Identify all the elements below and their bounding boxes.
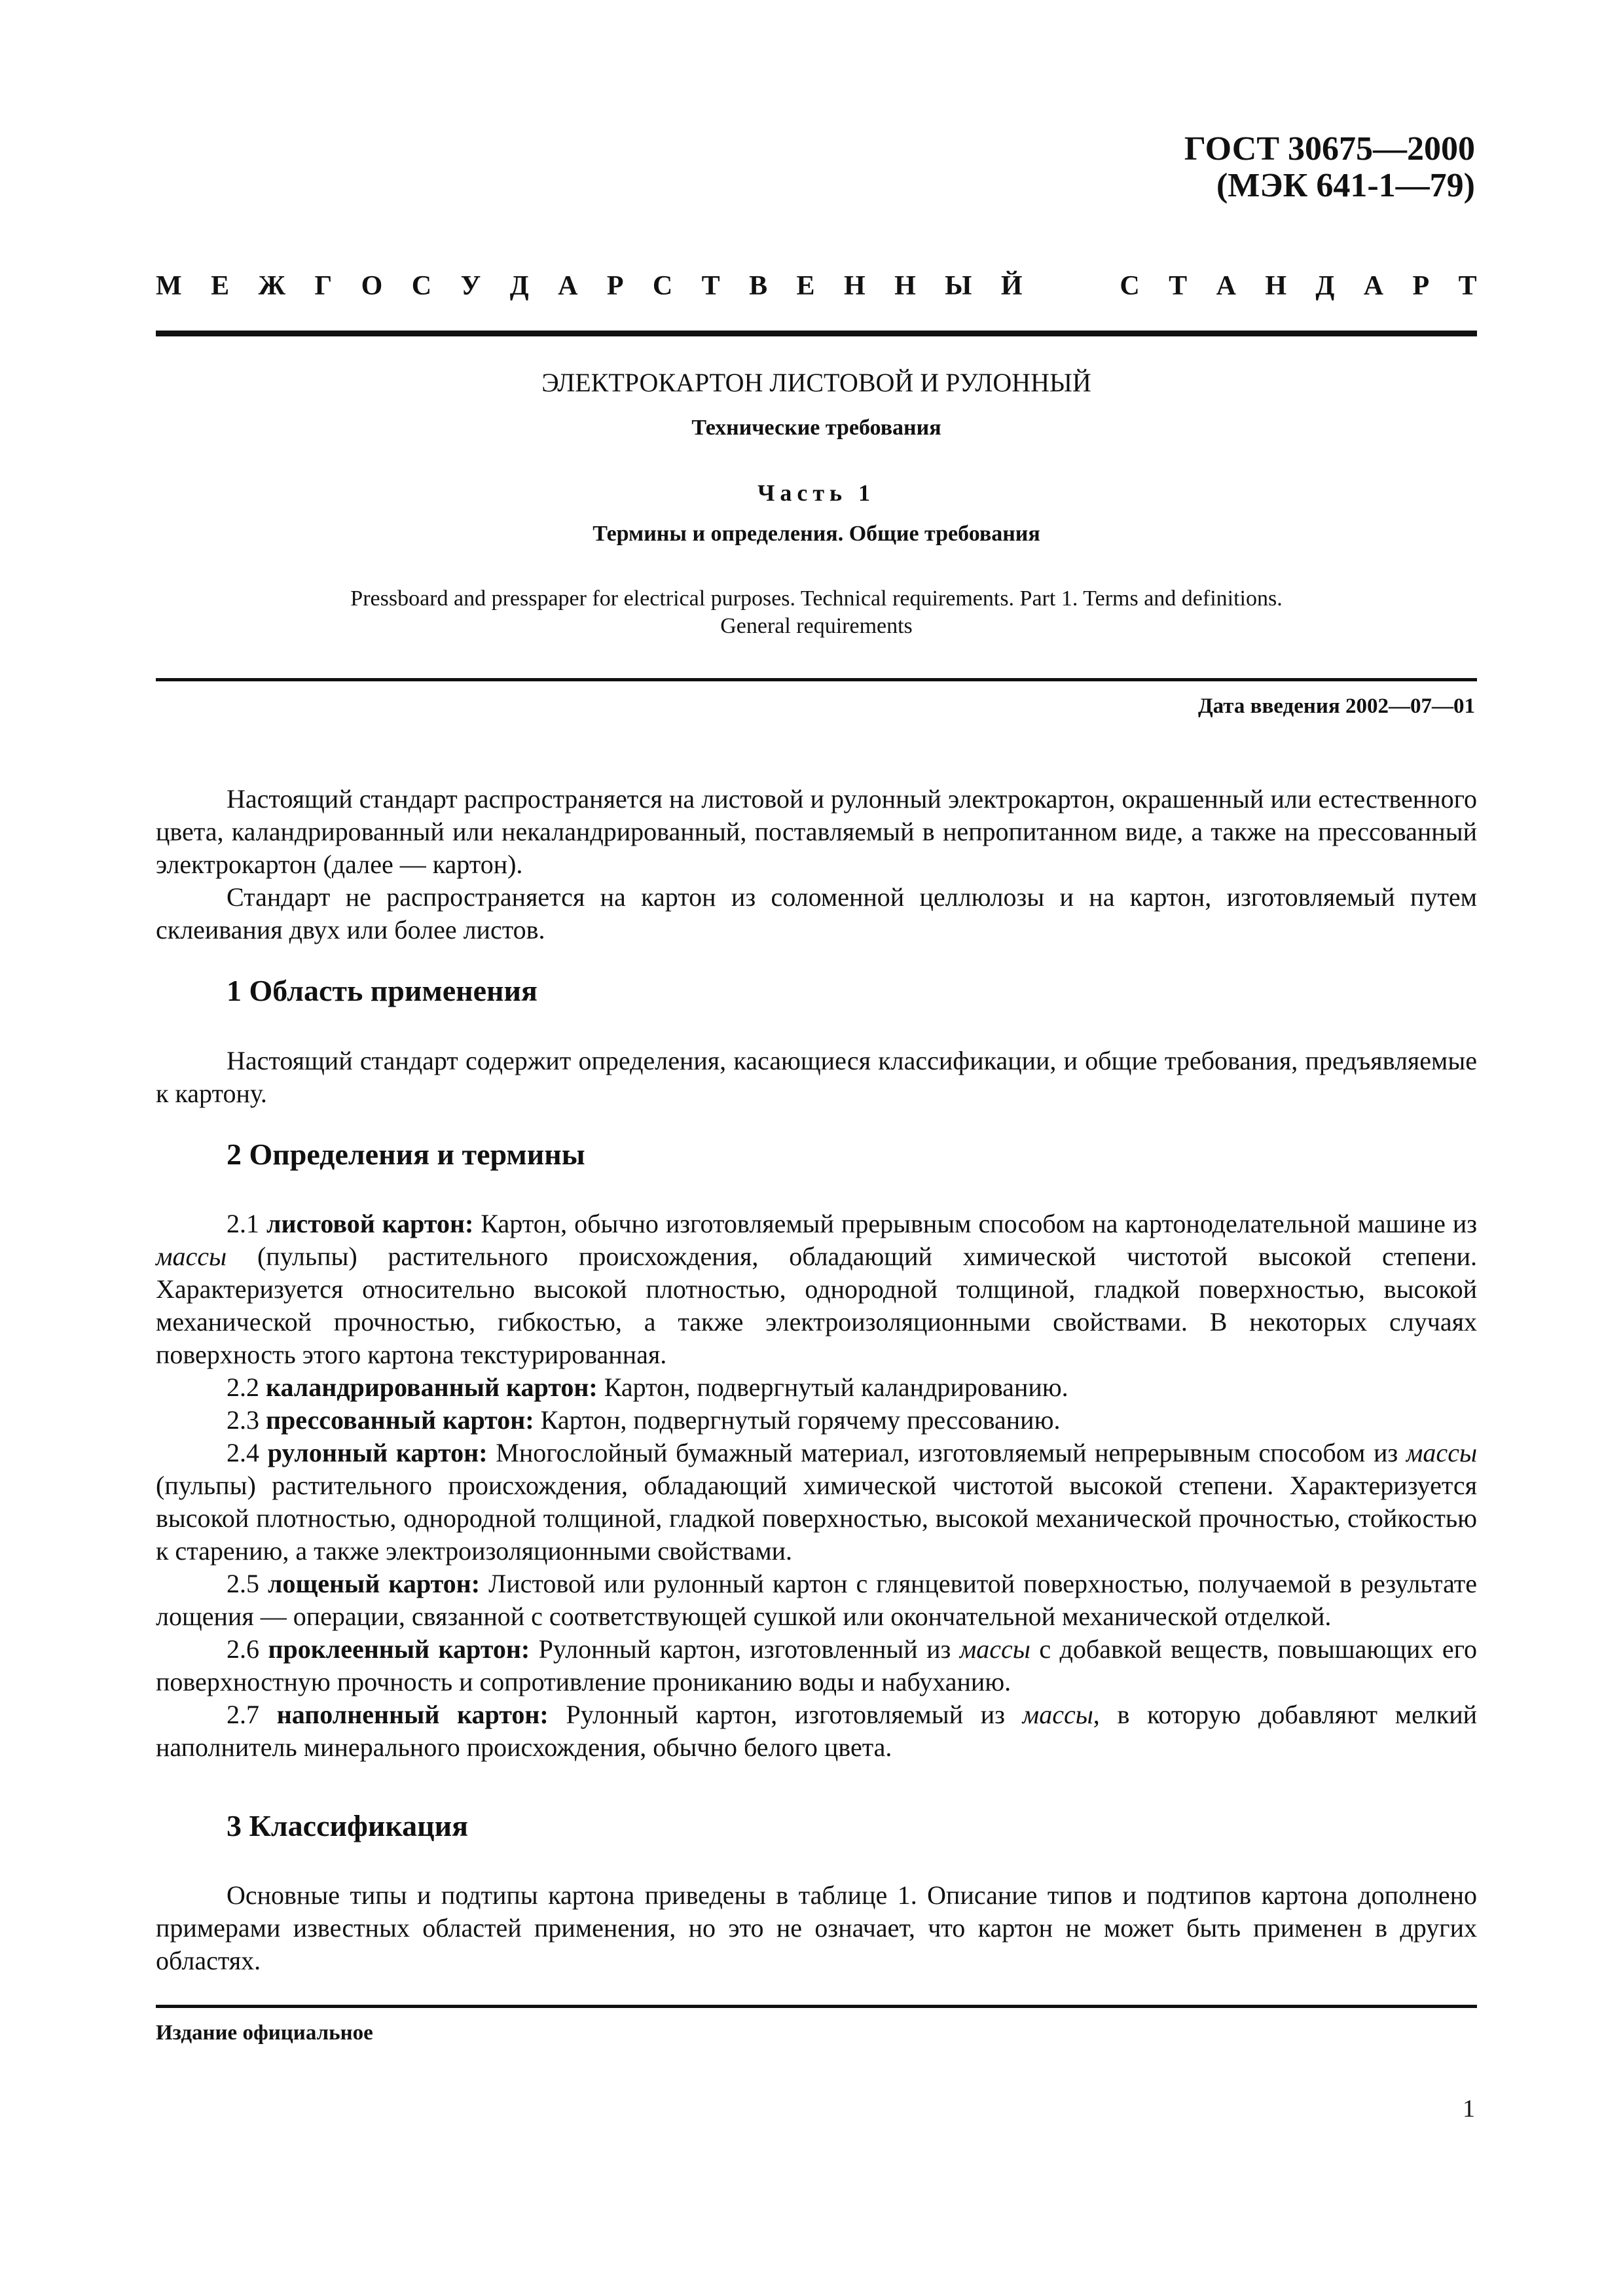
definition-item (156, 1633, 1477, 1698)
page-number: 1 (1463, 2095, 1475, 2123)
banner-letter: Н (843, 271, 866, 301)
definition-italic: массы (156, 1242, 227, 1271)
definition-text: Рулонный картон, изготовленный из (538, 1634, 951, 1664)
banner-letter: С (652, 271, 673, 301)
banner-letter: Й (1000, 271, 1023, 301)
definition-term: листовой картон: (266, 1209, 474, 1238)
banner-letter: Т (701, 271, 720, 301)
introduction-date: Дата введения 2002—07—01 (1197, 694, 1475, 718)
banner-letter: Р (1412, 271, 1430, 301)
definition-text: Картон, обычно изготовляемый прерывным способом на картоноделательной машине из (481, 1209, 1478, 1238)
definition-item (156, 1568, 1477, 1633)
iec-number: (МЭК 641-1—79) (1216, 167, 1475, 204)
part-title: Термины и определения. Общие требования (593, 522, 1040, 546)
banner-letter: У (460, 271, 481, 301)
banner-letter: О (361, 271, 383, 301)
part-label: Часть 1 (757, 480, 876, 506)
edition-label: Издание официальное (156, 2021, 373, 2045)
banner-letter: Р (606, 271, 624, 301)
definition-italic: массы (1022, 1700, 1093, 1729)
definitions-list (156, 1208, 1477, 1764)
definition-item (156, 1698, 1477, 1764)
banner-letter: Т (1169, 271, 1188, 301)
definition-term: лощеный картон: (268, 1569, 481, 1598)
banner-letter: Д (509, 271, 529, 301)
gost-number: ГОСТ 30675—2000 (1184, 130, 1475, 168)
document-title: ЭЛЕКТРОКАРТОН ЛИСТОВОЙ И РУЛОННЫЙ (541, 368, 1091, 397)
interstate-standard-banner (156, 270, 1477, 302)
definition-text: (пульпы) растительного происхождения, обладающий химической чистотой высокой степени. Характеризуется высокой плотностью, однородной толщиной, гладкой поверхностью, высокой механической прочностью, стойкостью к старению, а также электроизоляционными свойствами. (156, 1471, 1477, 1566)
banner-letter: С (1120, 271, 1140, 301)
definition-term: каландрированный картон: (266, 1372, 598, 1402)
section-heading: 2 Определения и термины (227, 1138, 585, 1171)
section-heading: 1 Область применения (227, 974, 538, 1007)
banner-letter: С (411, 271, 432, 301)
document-number (1184, 131, 1475, 204)
banner-letter: А (1363, 271, 1384, 301)
banner-letter: А (1216, 271, 1236, 301)
definition-number: 2.6 (227, 1634, 259, 1664)
banner-letter: М (156, 271, 182, 301)
definition-term: прессованный картон: (266, 1405, 534, 1435)
definition-item (156, 1371, 1477, 1404)
section-paragraph: Основные типы и подтипы картона приведены в таблице 1. Описание типов и подтипов картона дополнено примерами известных областей применения, но это не означает, что картон не может быть применен в других областях. (156, 1880, 1477, 1975)
definition-italic: массы (1406, 1438, 1478, 1467)
definition-text: Картон, подвергнутый горячему прессованию. (540, 1405, 1061, 1435)
banner-letter: Д (1315, 271, 1335, 301)
definition-italic: массы (959, 1634, 1030, 1664)
document-subtitle: Технические требования (691, 416, 941, 440)
banner-letter: А (558, 271, 578, 301)
english-title-line: Pressboard and presspaper for electrical purposes. Technical requirements. Part 1. Terms and definitions. (350, 586, 1283, 611)
definition-number: 2.4 (227, 1438, 259, 1467)
banner-letter: Т (1458, 271, 1477, 301)
section-heading: 3 Классификация (227, 1809, 469, 1842)
definition-item (156, 1404, 1477, 1437)
banner-letter: Н (894, 271, 916, 301)
english-title-line: General requirements (720, 614, 913, 638)
english-title (156, 585, 1477, 640)
intro-paragraph: Стандарт не распространяется на картон из соломенной целлюлозы и на картон, изготовляемый путем склеивания двух или более листов. (156, 882, 1477, 944)
definition-text: с добавкой веществ, повышающих его поверхностную прочность и сопротивление прониканию воды и набуханию. (156, 1634, 1478, 1696)
definition-text: Многослойный бумажный материал, изготовляемый непрерывным способом из (496, 1438, 1398, 1467)
section-paragraph: Настоящий стандарт содержит определения, касающиеся классификации, и общие требования, предъявляемые к картону. (156, 1046, 1477, 1108)
intro-paragraph: Настоящий стандарт распространяется на листовой и рулонный электрокартон, окрашенный или естественного цвета, каландрированный или некаландрированный, поставляемый в непропитанном виде, а также на прессованный электрокартон (далее — картон). (156, 784, 1477, 879)
definition-term: проклеенный картон: (268, 1634, 530, 1664)
definition-number: 2.2 (227, 1372, 259, 1402)
definition-item (156, 1437, 1477, 1568)
banner-gap (1051, 270, 1091, 302)
definition-number: 2.5 (227, 1569, 259, 1598)
definition-number: 2.3 (227, 1405, 259, 1435)
title-divider (156, 678, 1477, 681)
definition-text: Рулонный картон, изготовляемый из (566, 1700, 1005, 1729)
footer-divider (156, 2005, 1477, 2008)
header-divider (156, 331, 1477, 336)
definition-text: , в которую добавляют мелкий наполнитель минерального происхождения, обычно белого цвета. (156, 1700, 1478, 1762)
definition-term: наполненный картон: (276, 1700, 549, 1729)
banner-letter: Г (314, 271, 333, 301)
definition-text: Листовой или рулонный картон с глянцевитой поверхностью, получаемой в результате лощения — операции, связанной с соответствующей сушкой или окончательной механической отделкой. (156, 1569, 1478, 1631)
definition-number: 2.1 (227, 1209, 259, 1238)
definition-text: Картон, подвергнутый каландрированию. (604, 1372, 1068, 1402)
definition-term: рулонный картон: (267, 1438, 488, 1467)
definition-item (156, 1208, 1477, 1371)
banner-letter: Ы (945, 271, 972, 301)
banner-letter: Ж (258, 271, 286, 301)
banner-letter: Н (1265, 271, 1286, 301)
definition-text: (пульпы) растительного происхождения, обладающий химической чистотой высокой степени. Характеризуется относительно высокой плотностью, однородной толщиной, гладкой поверхностью, высокой механической прочностью, гибкостью, а также электроизоляционными свойствами. В некоторых случаях поверхность этого картона текстурированная. (156, 1242, 1478, 1369)
banner-letter: Е (211, 271, 230, 301)
definition-number: 2.7 (227, 1700, 259, 1729)
banner-letter: В (749, 271, 768, 301)
banner-letter: Е (796, 271, 815, 301)
